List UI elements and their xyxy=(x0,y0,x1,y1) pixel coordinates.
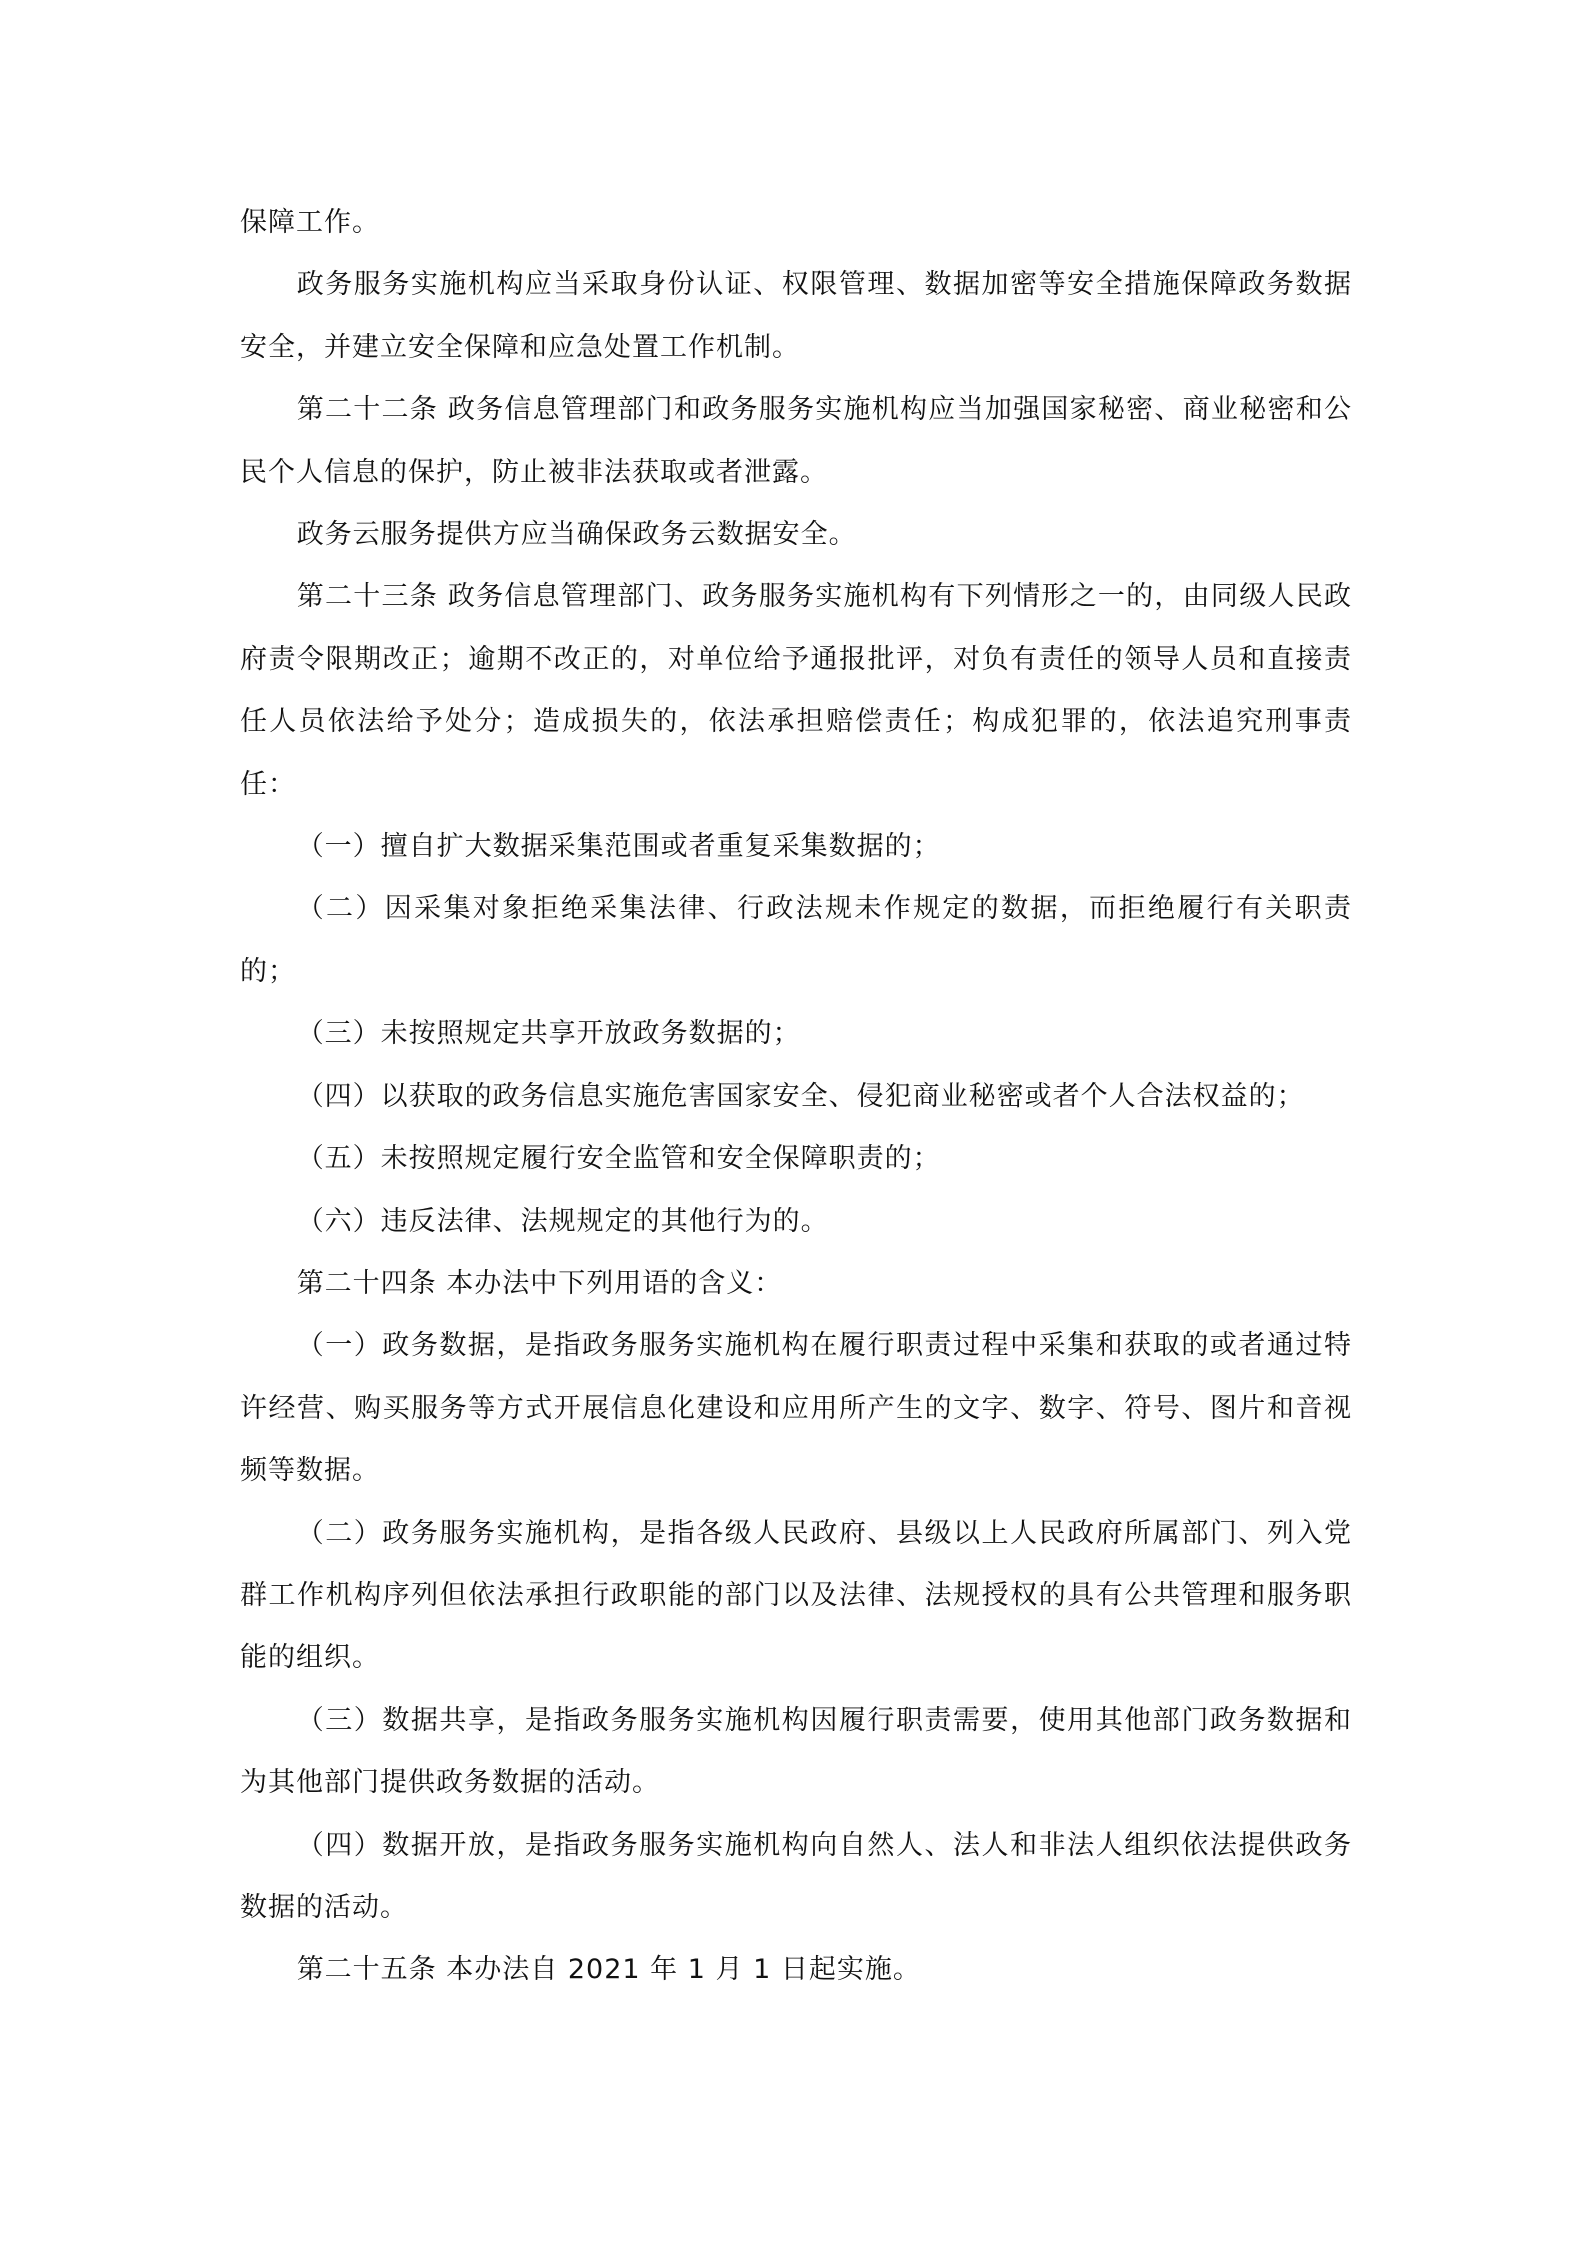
article-23: 第二十三条 政务信息管理部门、政务服务实施机构有下列情形之一的，由同级人民政府责令限期改正；逾期不改正的，对单位给予通报批评，对负有责任的领导人员和直接责任人员依法给予处分；造成损失的，依法承担赔偿责任；构成犯罪的，依法追究刑事责任： xyxy=(240,581,1352,800)
list-item: （五）未按照规定履行安全监管和安全保障职责的； xyxy=(296,1143,941,1175)
list-item: （三）未按照规定共享开放政务数据的； xyxy=(296,1018,801,1050)
paragraph-cloud-security: 政务云服务提供方应当确保政务云数据安全。 xyxy=(296,519,857,551)
document-page xyxy=(240,192,1352,2002)
article-24: 第二十四条 本办法中下列用语的含义： xyxy=(296,1267,783,1299)
definition-item: （四）数据开放，是指政务服务实施机构向自然人、法人和非法人组织依法提供政务数据的活动。 xyxy=(240,1829,1352,1923)
article-22: 第二十二条 政务信息管理部门和政务服务实施机构应当加强国家秘密、商业秘密和公民个人信息的保护，防止被非法获取或者泄露。 xyxy=(240,394,1352,488)
list-item: （一）擅自扩大数据采集范围或者重复采集数据的； xyxy=(296,831,941,863)
list-item: （六）违反法律、法规规定的其他行为的。 xyxy=(296,1205,829,1237)
list-item: （四）以获取的政务信息实施危害国家安全、侵犯商业秘密或者个人合法权益的； xyxy=(296,1080,1305,1112)
article-25: 第二十五条 本办法自 2021 年 1 月 1 日起实施。 xyxy=(296,1954,921,1986)
definition-item: （一）政务数据，是指政务服务实施机构在履行职责过程中采集和获取的或者通过特许经营、购买服务等方式开展信息化建设和应用所产生的文字、数字、符号、图片和音视频等数据。 xyxy=(240,1330,1352,1487)
paragraph-continuation: 保障工作。 xyxy=(240,207,380,238)
paragraph-security-measures: 政务服务实施机构应当采取身份认证、权限管理、数据加密等安全措施保障政务数据安全，并建立安全保障和应急处置工作机制。 xyxy=(240,269,1352,363)
definition-item: （二）政务服务实施机构，是指各级人民政府、县级以上人民政府所属部门、列入党群工作机构序列但依法承担行政职能的部门以及法律、法规授权的具有公共管理和服务职能的组织。 xyxy=(240,1517,1352,1674)
list-item: （二）因采集对象拒绝采集法律、行政法规未作规定的数据，而拒绝履行有关职责的； xyxy=(240,893,1352,987)
definition-item: （三）数据共享，是指政务服务实施机构因履行职责需要，使用其他部门政务数据和为其他部门提供政务数据的活动。 xyxy=(240,1704,1352,1799)
